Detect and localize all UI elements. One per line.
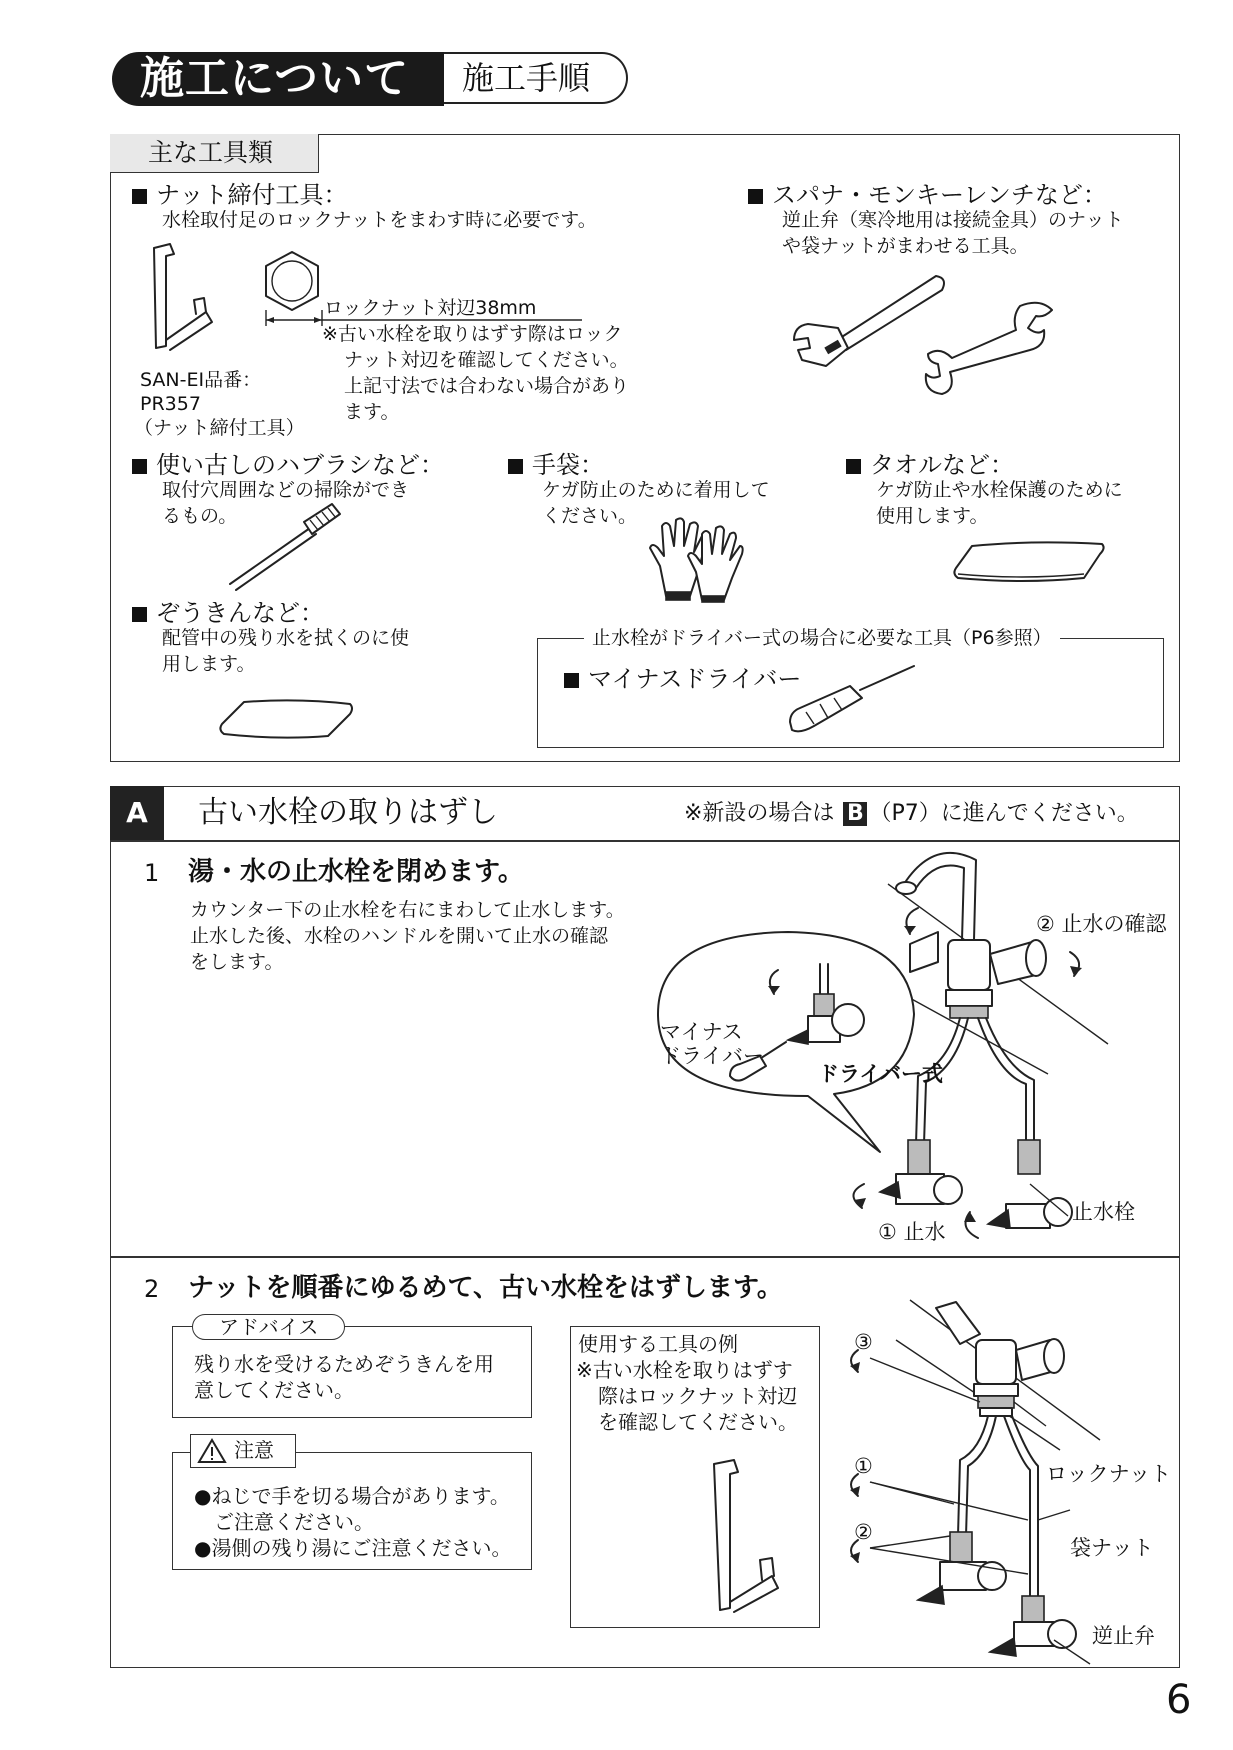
step1-desc-2: 止水した後、水栓のハンドルを開いて止水の確認 xyxy=(190,925,609,947)
header-title-sub: 施工手順 xyxy=(462,59,591,97)
step-divider xyxy=(110,1256,1180,1258)
caution-item-2: ●湯側の残り湯にご注意ください。 xyxy=(194,1536,512,1560)
brush-desc-1: 取付穴周囲などの掃除ができ xyxy=(162,479,410,501)
brush-desc-2: るもの。 xyxy=(162,505,238,527)
step2-label-3: ③ xyxy=(854,1330,873,1354)
advice-text-1: 残り水を受けるためぞうきんを用 xyxy=(194,1352,494,1376)
warning-icon xyxy=(198,1438,226,1464)
step1-desc-3: をします。 xyxy=(190,951,284,973)
caution-item-1b: ご注意ください。 xyxy=(214,1510,374,1534)
minus-driver-label-2: ドライバー xyxy=(660,1044,764,1068)
tool-example-note-1: ※古い水栓を取りはずす xyxy=(576,1358,793,1382)
step2-number: 2 xyxy=(144,1275,160,1303)
toothbrush-icon xyxy=(226,500,346,590)
section-a-note-post: （P7）に進んでください。 xyxy=(869,801,1139,826)
part-number-value: PR357 xyxy=(140,393,201,415)
advice-tag: アドバイス xyxy=(192,1314,345,1340)
gloves-icon xyxy=(646,512,746,602)
tools-heading: 主な工具類 xyxy=(148,138,274,167)
tool-example-note-3: を確認してください。 xyxy=(598,1410,798,1434)
bagnut-label: 袋ナット xyxy=(1070,1536,1154,1560)
towel-desc-2: 使用します。 xyxy=(876,505,989,527)
tool-example-note-2: 際はロックナット対辺 xyxy=(598,1384,798,1408)
step1-number: 1 xyxy=(144,859,160,887)
nut-note-4: ます。 xyxy=(344,401,400,423)
page-number: 6 xyxy=(1166,1677,1192,1723)
rag-desc-2: 用します。 xyxy=(162,653,256,675)
section-b-badge: B xyxy=(843,802,867,826)
towel-desc-1: ケガ防止や水栓保護のために xyxy=(876,479,1123,501)
header-title-main: 施工について xyxy=(140,53,410,104)
part-number-name: （ナット締付工具） xyxy=(134,417,305,439)
section-a-title: 古い水栓の取りはずし xyxy=(198,795,498,830)
rag-label: ぞうきんなど： xyxy=(132,598,324,628)
section-a-note-pre: ※新設の場合は xyxy=(684,801,835,826)
step2-label-1: ① xyxy=(854,1454,873,1478)
towel-icon xyxy=(952,538,1112,588)
section-a-note xyxy=(684,800,1139,828)
nut-wrench-large-icon xyxy=(700,1456,790,1616)
part-number-label: SAN-EI品番： xyxy=(140,369,262,391)
driver-type-label: ドライバー式 xyxy=(818,1062,943,1086)
caution-item-1: ●ねじで手を切る場合があります。 xyxy=(194,1484,510,1508)
nut-note-2: ナット対辺を確認してください。 xyxy=(344,349,629,371)
spanner-desc-1: 逆止弁（寒冷地用は接続金具）のナット xyxy=(782,209,1124,231)
hex-nut-icon xyxy=(262,250,322,314)
rag-icon xyxy=(218,696,358,742)
gloves-desc-1: ケガ防止のために着用して xyxy=(542,479,770,501)
step1-title: 湯・水の止水栓を閉めます。 xyxy=(188,857,524,887)
driver-box-title: 止水栓がドライバー式の場合に必要な工具（P6参照） xyxy=(584,626,1060,651)
nut-tool-desc: 水栓取付足のロックナットをまわす時に必要です。 xyxy=(162,209,597,231)
advice-text-2: 意してください。 xyxy=(194,1378,354,1402)
brush-label: 使い古しのハブラシなど： xyxy=(132,450,444,480)
minus-driver-label-1: マイナス xyxy=(660,1020,743,1044)
gloves-desc-2: ください。 xyxy=(542,505,638,527)
caution-label: 注意 xyxy=(234,1438,274,1462)
gloves-label: 手袋： xyxy=(508,450,604,480)
nut-note-3: 上記寸法では合わない場合があり xyxy=(344,375,630,397)
check-valve-label: 逆止弁 xyxy=(1092,1624,1155,1648)
step2-title: ナットを順番にゆるめて、古い水栓をはずします。 xyxy=(188,1273,783,1303)
section-a-header-rule xyxy=(110,840,1180,842)
stop-label: ① 止水 xyxy=(878,1220,946,1244)
screwdriver-icon xyxy=(786,660,916,740)
nut-wrench-icon xyxy=(140,240,220,360)
nut-size-label: ロックナット対辺38mm xyxy=(324,297,537,319)
tool-example-title: 使用する工具の例 xyxy=(578,1332,738,1356)
section-a-badge: A xyxy=(110,786,164,840)
spanner-label: スパナ・モンキーレンチなど： xyxy=(748,180,1107,210)
driver-item-label: マイナスドライバー xyxy=(564,664,801,694)
towel-label: タオルなど： xyxy=(846,450,1014,480)
valve-label: 止水栓 xyxy=(1072,1200,1135,1224)
double-spanner-icon xyxy=(920,296,1060,396)
nut-note-1: ※古い水栓を取りはずす際はロック xyxy=(322,323,623,345)
step2-label-2: ② xyxy=(854,1520,873,1544)
stop-confirm-label: ② 止水の確認 xyxy=(1036,912,1167,936)
nut-tool-label: ナット締付工具： xyxy=(132,180,348,210)
rag-desc-1: 配管中の残り水を拭くのに使 xyxy=(162,627,410,649)
locknut-label: ロックナット xyxy=(1046,1462,1172,1486)
step1-desc-1: カウンター下の止水栓を右にまわして止水します。 xyxy=(190,899,625,921)
spanner-desc-2: や袋ナットがまわせる工具。 xyxy=(782,235,1029,257)
